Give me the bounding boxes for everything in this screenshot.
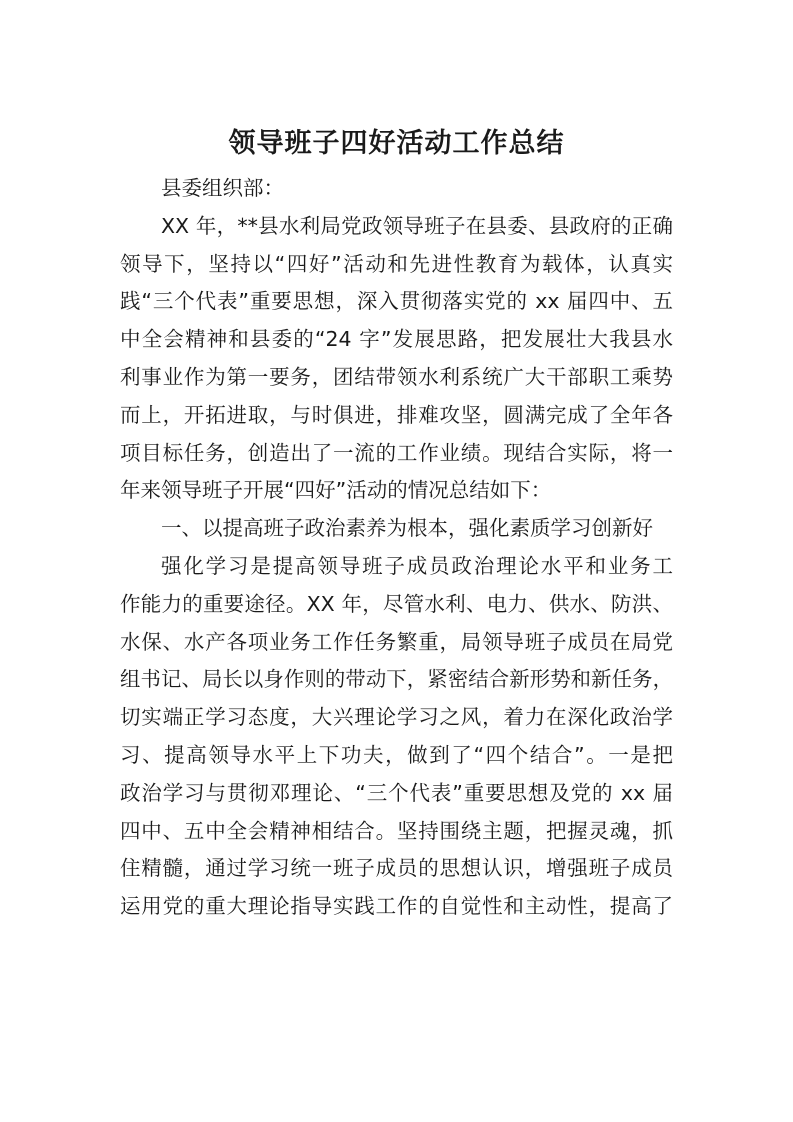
text-line: 而上，开拓进取，与时俱进，排难攻坚，圆满完成了全年各	[120, 402, 673, 427]
text-line: XX 年，**县水利局党政领导班子在县委、县政府的正确	[161, 213, 673, 238]
document-body	[120, 170, 673, 926]
paragraph-study	[120, 548, 673, 926]
text-line: 践“三个代表”重要思想，深入贯彻落实党的 xx 届四中、五	[120, 289, 673, 314]
text-line: 项目标任务，创造出了一流的工作业绩。现结合实际，将一	[120, 440, 673, 465]
text-line: 组书记、局长以身作则的带动下，紧密结合新形势和新任务，	[120, 667, 673, 692]
text-line: 县委组织部：	[161, 176, 284, 200]
text-line: 强化学习是提高领导班子成员政治理论水平和业务工	[161, 553, 673, 578]
text-line: 中全会精神和县委的“24 字”发展思路，把发展壮大我县水	[120, 327, 673, 352]
paragraph-intro	[120, 208, 673, 510]
text-line: 水保、水产各项业务工作任务繁重，局领导班子成员在局党	[120, 629, 673, 654]
text-line: 切实端正学习态度，大兴理论学习之风，着力在深化政治学	[120, 705, 673, 730]
paragraph-salutation	[120, 170, 673, 208]
text-line: 四中、五中全会精神相结合。坚持围绕主题，把握灵魂，抓	[120, 818, 673, 843]
document-title: 领导班子四好活动工作总结	[228, 128, 565, 159]
text-line: 一、以提高班子政治素养为根本，强化素质学习创新好	[161, 516, 653, 541]
text-line: 年来领导班子开展“四好”活动的情况总结如下：	[120, 478, 552, 503]
text-line: 习、提高领导水平上下功夫，做到了“四个结合”。一是把	[120, 742, 673, 767]
text-line: 领导下，坚持以“四好”活动和先进性教育为载体，认真实	[120, 251, 673, 276]
text-line: 利事业作为第一要务，团结带领水利系统广大干部职工乘势	[120, 364, 673, 389]
text-line: 政治学习与贯彻邓理论、“三个代表”重要思想及党的 xx 届	[120, 780, 673, 805]
text-line: 运用党的重大理论指导实践工作的自觉性和主动性，提高了	[120, 894, 673, 919]
text-line: 作能力的重要途径。XX 年，尽管水利、电力、供水、防洪、	[120, 591, 673, 616]
section-heading	[120, 510, 673, 548]
text-line: 住精髓，通过学习统一班子成员的思想认识，增强班子成员	[120, 856, 673, 881]
